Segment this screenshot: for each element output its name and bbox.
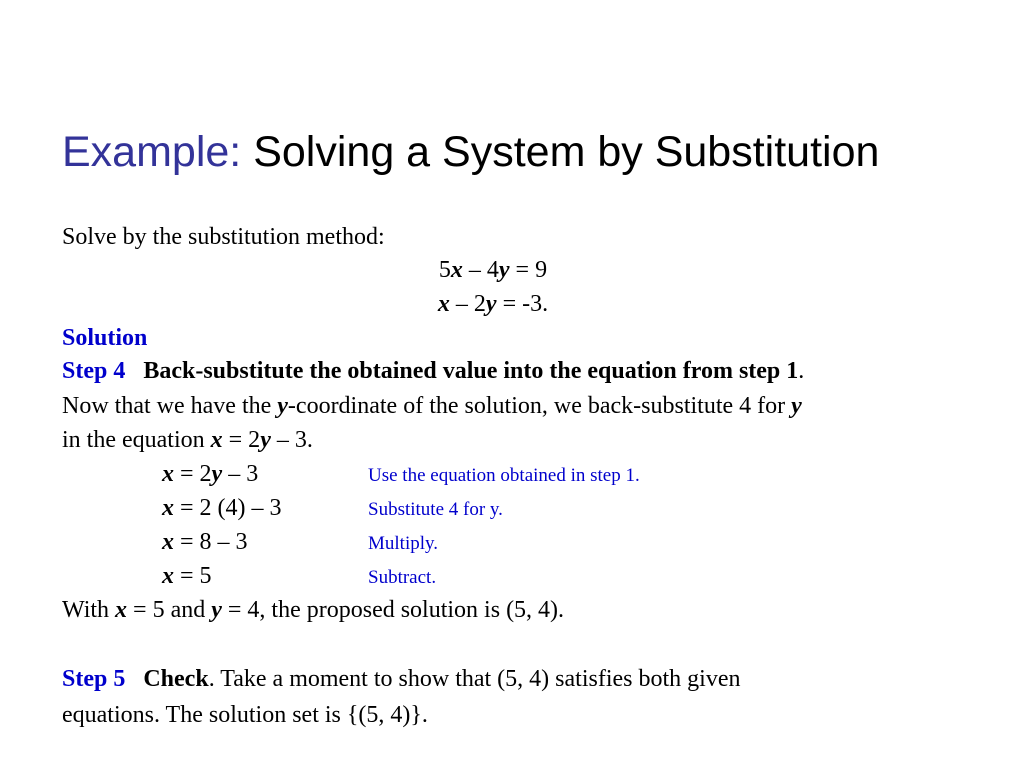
system-equation-2 [0,291,986,318]
step5-label: Step 5 [62,666,126,692]
eq2-var-y: y [485,291,497,317]
step5-heading: Check [143,666,209,692]
step4-line1-mid: -coordinate of the solution, we back-substitute 4 for [287,393,792,419]
work2-var: x [162,495,174,521]
work-equation-3 [162,529,248,556]
work-equation-2 [162,495,282,522]
step4-line2-var-x: x [210,427,223,453]
step4-line2-mid: = 2 [222,427,261,453]
work1-expr-post: – 3 [222,461,259,487]
conclusion-mid1: = 5 and [127,597,212,623]
step4-line1-pre: Now that we have the [62,393,278,419]
step4-line1-var-y: y [277,393,288,419]
eq1-var-y: y [498,257,510,283]
slide-title [62,128,879,177]
step4-line2-var-y: y [260,427,271,453]
step4-line2-pre: in the equation [62,427,211,453]
work2-expr: = 2 (4) – 3 [174,495,282,521]
conclusion-var-y: y [211,597,222,623]
step4-header [62,358,804,385]
step4-heading-end: . [798,358,805,384]
step5-line1 [62,666,740,693]
work-note-4: Subtract. [368,567,437,588]
conclusion-mid2: = 4, the proposed solution is (5, 4). [221,597,565,623]
work-equation-1 [162,461,258,488]
step4-label: Step 4 [62,358,126,384]
work-equation-4 [162,563,212,590]
step4-heading: Back-substitute the obtained value into the equation from step 1 [143,358,799,384]
work1-expr-var: y [211,461,223,487]
work3-var: x [162,529,174,555]
title-main: Solving a System by Substitution [253,128,880,176]
intro-text: Solve by the substitution method: [62,224,385,250]
work-note-1: Use the equation obtained in step 1. [368,465,640,486]
eq2-var-x: x [437,291,450,317]
eq1-coef: 5 [438,257,451,283]
conclusion-var-x: x [115,597,128,623]
work3-expr: = 8 – 3 [174,529,248,555]
solution-label: Solution [62,325,148,351]
system-equation-1 [0,257,986,284]
step4-line2-end: – 3. [270,427,313,453]
eq2-op: – 2 [449,291,486,317]
work1-expr-pre: = 2 [174,461,212,487]
eq2-rhs: = -3. [496,291,549,317]
work4-expr: = 5 [174,563,212,589]
work4-var: x [162,563,174,589]
eq1-op: – 4 [462,257,499,283]
eq1-var-x: x [450,257,463,283]
conclusion-text [62,597,564,624]
step4-text-line2 [62,427,313,454]
title-accent: Example: [62,128,242,176]
step4-text-line1 [62,393,802,420]
step5-line2: equations. The solution set is {(5, 4)}. [62,702,428,728]
conclusion-pre: With [62,597,116,623]
eq1-rhs: = 9 [509,257,548,283]
work1-var: x [162,461,174,487]
work-note-3: Multiply. [368,533,439,554]
step5-text1: . Take a moment to show that (5, 4) satisfies both given [208,666,741,692]
work-note-2: Substitute 4 for y. [368,499,503,520]
step4-line1-var-y2: y [791,393,802,419]
